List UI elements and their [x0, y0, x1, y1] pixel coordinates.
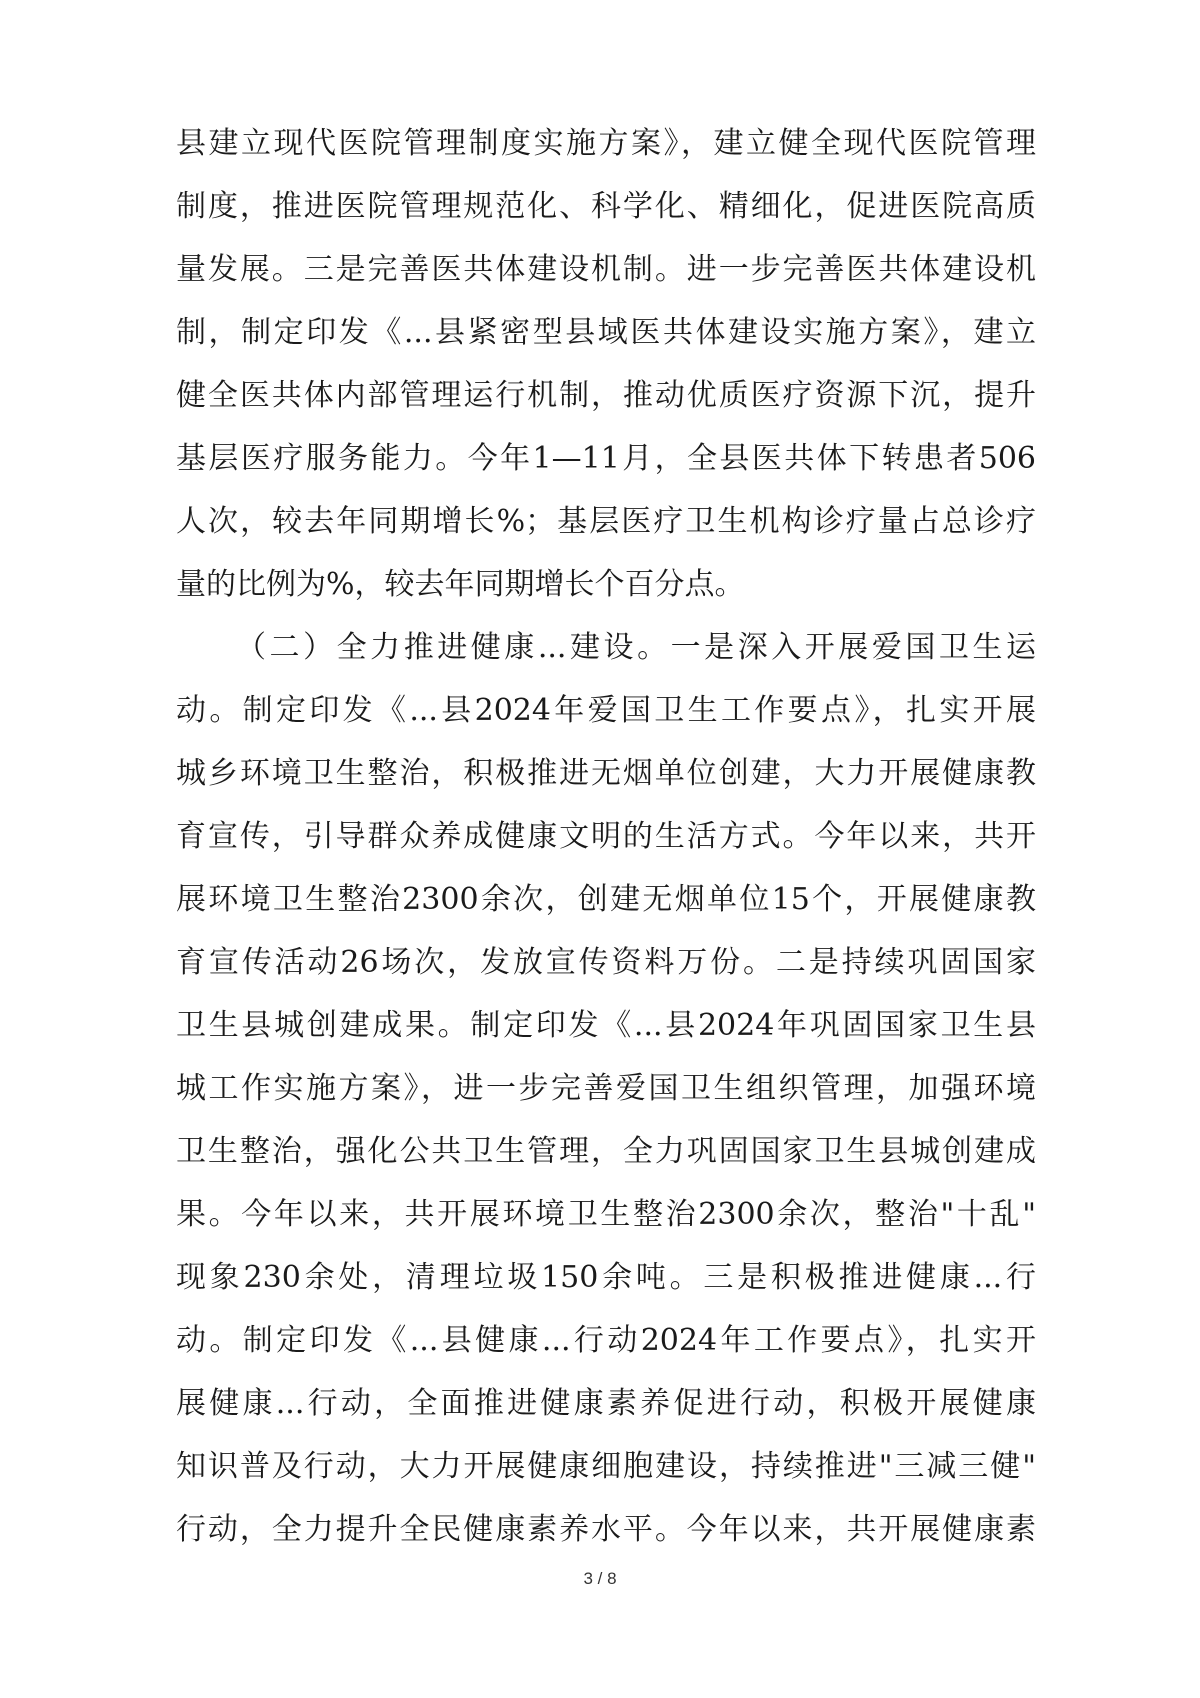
text-line: 展环境卫生整治2300余次，创建无烟单位15个，开展健康教 — [176, 882, 1036, 917]
text-line: 现象230余处，清理垃圾150余吨。三是积极推进健康...行 — [176, 1260, 1036, 1295]
text-line: 知识普及行动，大力开展健康细胞建设，持续推进"三减三健" — [176, 1449, 1036, 1484]
paragraph-2 — [176, 616, 1036, 1561]
text-line: 制，制定印发《...县紧密型县域医共体建设实施方案》，建立 — [176, 315, 1036, 350]
text-line: 动。制定印发《...县2024年爱国卫生工作要点》，扎实开展 — [176, 693, 1036, 728]
text-line: 城乡环境卫生整治，积极推进无烟单位创建，大力开展健康教 — [176, 756, 1036, 791]
text-line: 育宣传活动26场次，发放宣传资料万份。二是持续巩固国家 — [176, 945, 1036, 980]
text-line: 展健康...行动，全面推进健康素养促进行动，积极开展健康 — [176, 1386, 1036, 1421]
text-line: （二）全力推进健康...建设。一是深入开展爱国卫生运 — [236, 630, 1036, 665]
paragraph-1 — [176, 112, 1036, 616]
text-line: 制度，推进医院管理规范化、科学化、精细化，促进医院高质 — [176, 189, 1036, 224]
text-line: 基层医疗服务能力。今年1—11月，全县医共体下转患者506 — [176, 441, 1036, 476]
text-line: 动。制定印发《...县健康...行动2024年工作要点》，扎实开 — [176, 1323, 1036, 1358]
text-line: 行动，全力提升全民健康素养水平。今年以来，共开展健康素 — [176, 1512, 1036, 1547]
page-number: 3 / 8 — [583, 1569, 617, 1588]
text-line: 量的比例为%，较去年同期增长个百分点。 — [176, 567, 745, 602]
text-line: 育宣传，引导群众养成健康文明的生活方式。今年以来，共开 — [176, 819, 1036, 854]
text-line: 健全医共体内部管理运行机制，推动优质医疗资源下沉，提升 — [176, 378, 1036, 413]
text-line: 县建立现代医院管理制度实施方案》，建立健全现代医院管理 — [176, 126, 1036, 161]
text-line: 卫生县城创建成果。制定印发《...县2024年巩固国家卫生县 — [176, 1008, 1036, 1043]
text-line: 城工作实施方案》，进一步完善爱国卫生组织管理，加强环境 — [176, 1071, 1036, 1106]
body-text — [176, 112, 1036, 1561]
text-line: 卫生整治，强化公共卫生管理，全力巩固国家卫生县城创建成 — [176, 1134, 1036, 1169]
text-line: 量发展。三是完善医共体建设机制。进一步完善医共体建设机 — [176, 252, 1036, 287]
text-line: 人次，较去年同期增长%；基层医疗卫生机构诊疗量占总诊疗 — [176, 504, 1036, 539]
text-line: 果。今年以来，共开展环境卫生整治2300余次，整治"十乱" — [176, 1197, 1036, 1232]
